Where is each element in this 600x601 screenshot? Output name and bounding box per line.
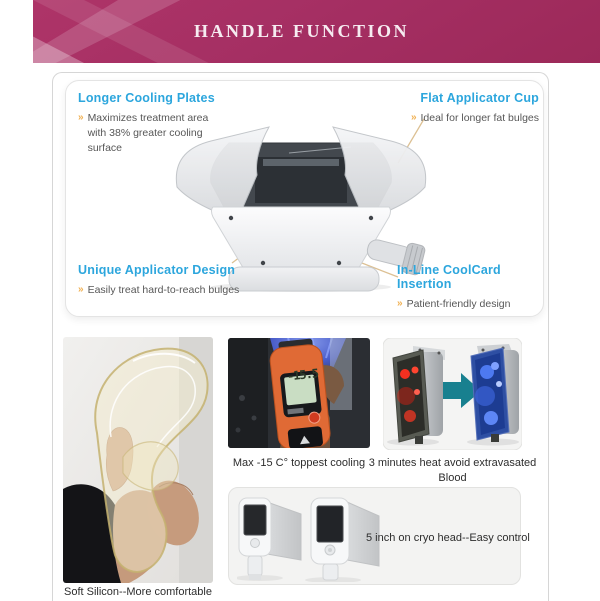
callout-desc: Easily treat hard-to-reach bulges <box>87 284 240 296</box>
thermometer-lcd-reading: -15.5 <box>286 366 319 384</box>
photo-heat-cycle <box>383 338 522 450</box>
caption-heat-cycle <box>360 456 545 486</box>
callout-title: Unique Applicator Design <box>78 263 236 277</box>
chevron-bullet-icon: » <box>397 298 403 309</box>
callout-unique-applicator-design <box>78 263 239 298</box>
soft-silicon-illustration <box>63 337 213 583</box>
callout-title: In-Line CoolCard Insertion <box>397 263 501 291</box>
callout-desc: Ideal for longer fat bulges <box>420 112 539 124</box>
cryo-head-small <box>239 498 301 580</box>
caption-cryo-heads: 5 inch on cryo head--Easy control <box>366 532 530 544</box>
callout-title: Flat Applicator Cup <box>420 91 539 105</box>
chevron-bullet-icon: » <box>410 112 417 123</box>
panel-cryo-heads <box>228 487 530 585</box>
photo-soft-silicon <box>63 337 213 583</box>
page-title: HANDLE FUNCTION <box>193 21 409 41</box>
feature-panel <box>65 80 544 317</box>
chevron-bullet-icon: » <box>78 284 84 295</box>
caption-line: 3 minutes heat avoid extravasated <box>368 457 537 469</box>
callout-inline-coolcard-insertion <box>397 263 543 312</box>
caption-line: Blood <box>438 472 467 484</box>
chevron-bullet-icon: » <box>78 112 84 123</box>
caption-soft-silicon: Soft Silicon--More comfortable <box>64 586 212 598</box>
device-cooling-blue <box>471 344 519 442</box>
cryo-heads-illustration <box>237 494 387 582</box>
callout-flat-applicator-cup <box>411 91 539 126</box>
callout-title: Longer Cooling Plates <box>78 91 215 105</box>
thermometer-illustration <box>228 338 370 448</box>
photo-thermometer <box>228 338 370 448</box>
callout-desc: Maximizes treatment area with 38% greater cooling surface <box>87 112 209 154</box>
callout-longer-cooling-plates <box>78 91 230 156</box>
callout-desc: Patient-friendly design <box>406 298 511 310</box>
thermometer-body <box>268 338 331 448</box>
caption-thermometer: Max -15 C° toppest cooling <box>232 457 366 469</box>
heat-cycle-illustration <box>383 338 522 450</box>
header-banner <box>33 0 600 63</box>
device-heating-red <box>393 346 445 444</box>
